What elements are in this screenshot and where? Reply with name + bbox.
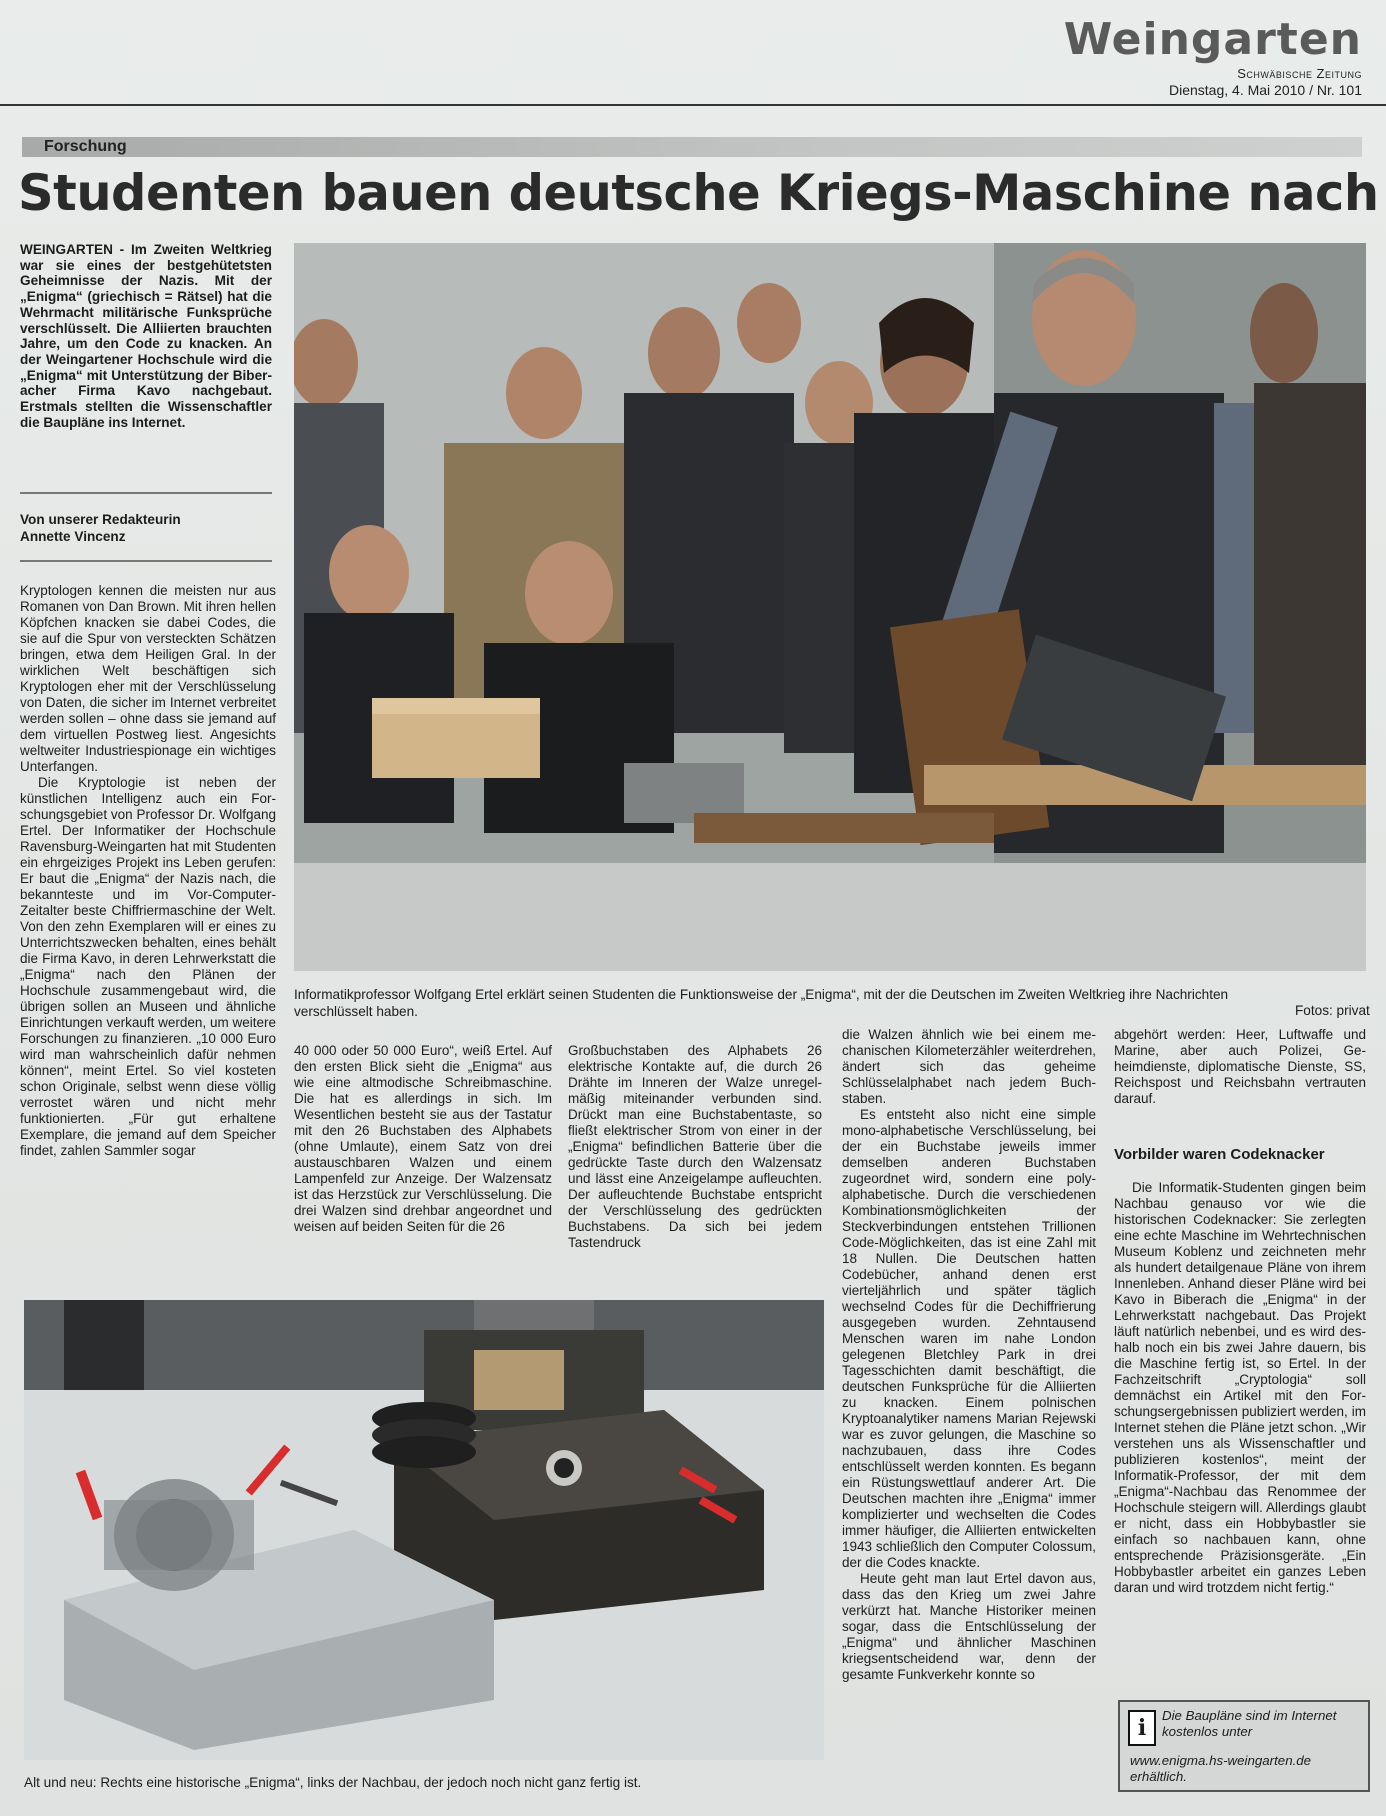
article-column-5-top	[1114, 1027, 1366, 1107]
info-box-text: Die Baupläne sind im Internet kostenlos unter	[1162, 1708, 1337, 1739]
byline-divider	[20, 560, 272, 562]
paragraph: die Walzen ähnlich wie bei einem mechanischen Kilometerzähler weiterdrehen, ändert sich das geheime Schlüsselalphabet nach jedem Buchstaben.	[842, 1027, 1096, 1106]
article-column-2	[294, 1043, 552, 1235]
photo-students	[294, 243, 1366, 971]
section-label: Forschung	[44, 138, 127, 155]
headline: Studenten bauen deutsche Kriegs-Maschine nach	[18, 164, 1379, 222]
photo-credit: Fotos: privat	[1295, 1003, 1370, 1018]
paragraph: Kryptologen kennen die meisten nur aus Romanen von Dan Brown. Mit ihren hellen Köpfchen knacken sie dabei Codes, die sie auf die Spur von versteckten Schätzen bringen, etwa dem Heiligen Gral. In der wirklichen Welt beschäftigen sich Kryptologen eher mit der Verschlüsselung von Daten, die sicher im Internet verbreitet werden sollen – ohne dass sie jemand auf dem virtuellen Postweg liest. Angesichts weltweiter Industriespionage ein wichtiges Unterfangen.	[20, 583, 276, 774]
article-lead: WEINGARTEN - Im Zweiten Weltkrieg war sie eines der bestgehütetsten Geheimnisse der Nazis. Mit der „Enigma“ (griechisch = Rätsel) hat die Wehrmacht militärische Funksprüche verschlüsselt. Die Alliierten brauchten Jahre, um den Code zu knacken. An der Weingartener Hochschule wird die „Enigma“ mit Unterstützung der Biberacher Firma Kavo nachgebaut. Erstmals stellten die Wissenschaftler die Baupläne ins Internet.	[20, 242, 272, 430]
article-column-4	[842, 1027, 1096, 1683]
masthead-newspaper-name: Schwäbische Zeitung	[1237, 66, 1362, 81]
photo-students-image	[294, 243, 1366, 971]
lead-divider	[20, 492, 272, 494]
section-bar	[22, 137, 1362, 157]
info-box	[1118, 1700, 1370, 1792]
info-icon: i	[1128, 1710, 1156, 1746]
masthead-date: Dienstag, 4. Mai 2010 / Nr. 101	[1169, 82, 1362, 98]
byline-role: Von unserer Redakteurin	[20, 512, 181, 527]
paragraph: Heute geht man laut Ertel davon aus, dass das den Krieg um zwei Jahre verkürzt hat. Manche Historiker meinen sogar, dass die Entschlüsselung der „Enigma“ und ähnlicher Maschinen kriegsentscheidend war, denn der gesamte Funkverkehr konnte so	[842, 1571, 1096, 1682]
masthead-rule	[0, 104, 1386, 106]
paragraph: 40 000 oder 50 000 Euro“, weiß Ertel. Auf den ersten Blick sieht die „Enigma“ aus wie eine altmodische Schreibmaschine. Die hat es allerdings in sich. Im Wesentlichen besteht sie aus der Tastatur mit den 26 Buchstaben des Alphabets (ohne Umlaute), einem Satz von drei austauschbaren Walzen und einem Lampenfeld zur Anzeige. Der Walzensatz ist das Herzstück zur Verschlüsselung. Die drei Walzen sind drehbar angeordnet und weisen auf beiden Seiten für die 26	[294, 1043, 552, 1234]
info-box-url: www.enigma.hs-weingarten.de erhältlich.	[1130, 1753, 1312, 1784]
byline	[20, 511, 272, 545]
photo-enigma-machines	[24, 1300, 824, 1760]
article-column-3	[568, 1043, 822, 1251]
article-column-1	[20, 583, 276, 1159]
byline-author: Annette Vincenz	[20, 529, 126, 544]
paragraph: Großbuchstaben des Alphabets 26 elektrische Kontakte auf, die durch 26 Drähte im Inneren der Walze unregelmäßig miteinander verbunden sind. Drückt man eine Buchstabentaste, so fließt elektrischer Strom von einer in der „Enigma“ befindlichen Batterie über die gedrückte Taste durch den Walzensatz und lässt eine Anzeigelampe aufleuchten. Der aufleuchtende Buchstabe entspricht der Verschlüsselung des gedrückten Buchstabens. Da sich bei jedem Tastendruck	[568, 1043, 822, 1250]
subheading: Vorbilder waren Codeknacker	[1114, 1146, 1325, 1163]
paragraph: Es entsteht also nicht eine simple mono-alphabetische Verschlüsselung, bei der ein Buchstabe jeweils immer demselben anderen Buchstaben zugeordnet wird, sondern eine polyalphabetische. Durch die verschiedenen Kombinationsmöglichkeiten der Steckverbindungen entstehen Trillionen Code-Möglichkeiten, das ist eine Zahl mit 18 Nullen. Die Deutschen hatten Codebücher, anhand denen erst vierteljährlich und später täglich wechselnd Codes für die Dechiffrierung ausgegeben wurden. Zehntausend Menschen waren im nahe London gelegenen Bletchley Park in drei Tagesschichten damit beschäftigt, die deutschen Funksprüche für die Alliierten zu knacken. Einem polnischen Kryptoanalytiker namens Marian Rejewski war es zuvor gelungen, die Maschine so nachzubauen, dass ihre Codes entschlüsselt werden konnten. Es begann ein Rüstungswettlauf anderer Art. Die Deutschen machten ihre „Enigma“ immer komplizierter und wechselten die Codes immer häufiger, die Alliierten entwickelten 1943 schließlich den Computer Colossum, der die Codes knackte.	[842, 1107, 1096, 1570]
photo-enigma-image	[24, 1300, 824, 1760]
photo-students-caption: Informatikprofessor Wolfgang Ertel erklärt seinen Studenten die Funktionsweise der „Enigma“, mit der die Deutschen im Zweiten Weltkrieg ihre Nachrichten verschlüsselt haben.	[294, 987, 1229, 1019]
masthead-title: Weingarten	[1063, 14, 1362, 65]
paragraph: abgehört werden: Heer, Luftwaffe und Marine, aber auch Polizei, Geheimdienste, diplomatische Dienste, SS, Reichspost und Reichsbahn vertrauten darauf.	[1114, 1027, 1366, 1106]
paragraph: Die Informatik-Studenten gingen beim Nachbau genauso vor wie die historischen Codeknacker: Sie zerlegten eine echte Maschine im Wehrtechnischen Museum Koblenz und zeichneten mehr als hundert detailgenaue Pläne von ihrem Innenleben. Anhand dieser Pläne wird bei Kavo in Biberach die „Enigma“ in der Lehrwerkstatt nachgebaut. Das Projekt läuft natürlich nebenbei, und es wird deshalb noch ein bis zwei Jahre dauern, bis die Maschine fertig ist, so Ertel. In der Fachzeitschrift „Cryptologia“ soll demnächst ein Artikel mit den Forschungsergebnissen publiziert werden, im Internet stehen die Pläne jetzt schon. „Wir verstehen uns als Wissenschaftler und publizieren kostenlos“, meint der Informatik-Professor, der mit dem „Enigma“-Nachbau das Renommee der Hochschule steigern will. Allerdings glaubt er nicht, dass ein Hobbybastler sie einfach so nachbauen kann, ohne entsprechende Präzisionsgeräte. „Ein Hobbybastler arbeitet ein ganzes Leben daran und wird trotzdem nicht fertig.“	[1114, 1180, 1366, 1595]
article-column-5	[1114, 1180, 1366, 1596]
photo-enigma-caption: Alt und neu: Rechts eine historische „Enigma“, links der Nachbau, der jedoch noch nicht ganz fertig ist.	[24, 1775, 642, 1790]
paragraph: Die Kryptologie ist neben der künstlichen Intelligenz auch ein Forschungsgebiet von Professor Dr. Wolfgang Ertel. Der Informatiker der Hochschule Ravensburg-Weingarten hat mit Studenten ein ehrgeiziges Projekt ins Leben gerufen: Er baut die „Enigma“ der Nazis nach, die bekannteste und im Vor-Computer-Zeitalter beste Chiffriermaschine der Welt. Von den zehn Exemplaren will er eines zu Unterrichtszwecken behalten, eines behält die Firma Kavo, in deren Lehrwerkstatt die „Enigma“ nach den Plänen der Hochschule zusammengebaut wird, die übrigen sollen an Museen und ähnliche Einrichtungen verkauft werden, um weitere Forschungen zu finanzieren. „10 000 Euro wird man wahrscheinlich dafür nehmen können“, meint Ertel. So viel kosteten schon Originale, selbst wenn diese völlig verrostet wären und nicht mehr funktionierten. „Für gut erhaltene Exemplare, die jemand auf dem Speicher findet, zahlen Sammler sogar	[20, 775, 276, 1158]
